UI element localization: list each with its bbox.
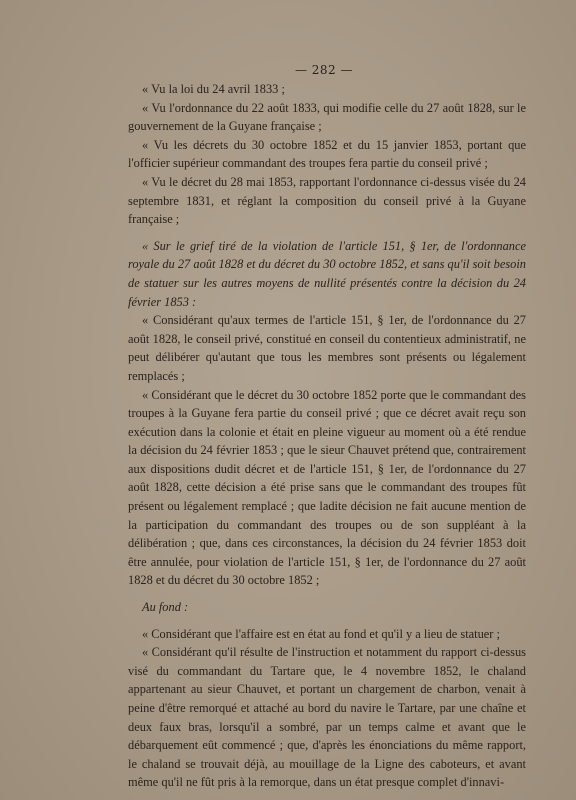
- grief-paragraph: « Sur le grief tiré de la violation de l'article 151, § 1er, de l'ordonnance royale du 27 août 1828 et du décret du 30 octobre 1852, et sans qu'il soit besoin de statuer sur les autres moyens de nullité présentés contre la décision du 24 février 1853 :: [128, 238, 526, 309]
- considerant-paragraph-3: « Considérant que l'affaire est en état au fond et qu'il y a lieu de statuer ;: [142, 626, 500, 641]
- visa-paragraph-3: « Vu les décrets du 30 octobre 1852 et du 15 janvier 1853, portant que l'officier supérieur commandant des troupes fera partie du conseil privé ;: [128, 137, 526, 171]
- au-fond-heading: Au fond :: [142, 600, 189, 615]
- visa-paragraph-1: « Vu la loi du 24 avril 1833 ;: [142, 82, 285, 96]
- considerant-paragraph-4: « Considérant qu'il résulte de l'instruction et notamment du rapport ci-dessus visé du commandant du Tartare que, le 4 novembre 1852, le chaland appartenant au sieur Chauvet, et portant un chargement de charbon, venait à peine d'être remorqué et attaché au bord du navire le Tartare, par une chaîne et deux faux bras, lorsqu'il a sombré, par un temps calme et avant que le débarquement eût commencé ; que, d'après les énonciations du même rapport, le chaland se trouvait déjà, au mouillage de la Ligne des caboteurs, et avant même qu'il ne fût pris à la remorque, dans un état presque complet d'innavi-: [128, 645, 526, 790]
- page-number: — 282 —: [294, 63, 354, 77]
- body-text: [128, 80, 526, 792]
- visa-paragraph-2: « Vu l'ordonnance du 22 août 1833, qui modifie celle du 27 août 1828, sur le gouvernement de la Guyane française ;: [128, 100, 526, 134]
- considerant-paragraph-2: « Considérant que le décret du 30 octobre 1852 porte que le commandant des troupes à la Guyane fera partie du conseil privé ; que ce décret avait reçu son exécution dans la colonie et était en pleine vigueur au moment où a été rendue la décision du 24 février 1853 ; que le sieur Chauvet prétend que, contrairement aux dispositions dudit décret et de l'article 151, § 1er, de l'ordonnance du 27 août 1828, cette décision a été prise sans que le commandant des troupes fût présent ou légalement remplacé ; que ladite décision ne fait aucune mention de la participation du commandant des troupes ou de son suppléant à la délibération ; que, dans ces circonstances, la décision du 24 février 1853 doit être annulée, pour violation de l'article 151, § 1er, de l'ordonnance du 27 août 1828 et du décret du 30 octobre 1852 ;: [128, 387, 526, 588]
- visa-paragraph-4: « Vu le décret du 28 mai 1853, rapportant l'ordonnance ci-dessus visée du 24 septembre 1831, et réglant la composition du conseil privé à la Guyane française ;: [128, 174, 526, 227]
- considerant-paragraph-1: « Considérant qu'aux termes de l'article 151, § 1er, de l'ordonnance du 27 août 1828, le conseil privé, constitué en conseil du contentieux administratif, ne peut délibérer qu'autant que tous les membres sont présents ou légalement remplacés ;: [128, 313, 526, 383]
